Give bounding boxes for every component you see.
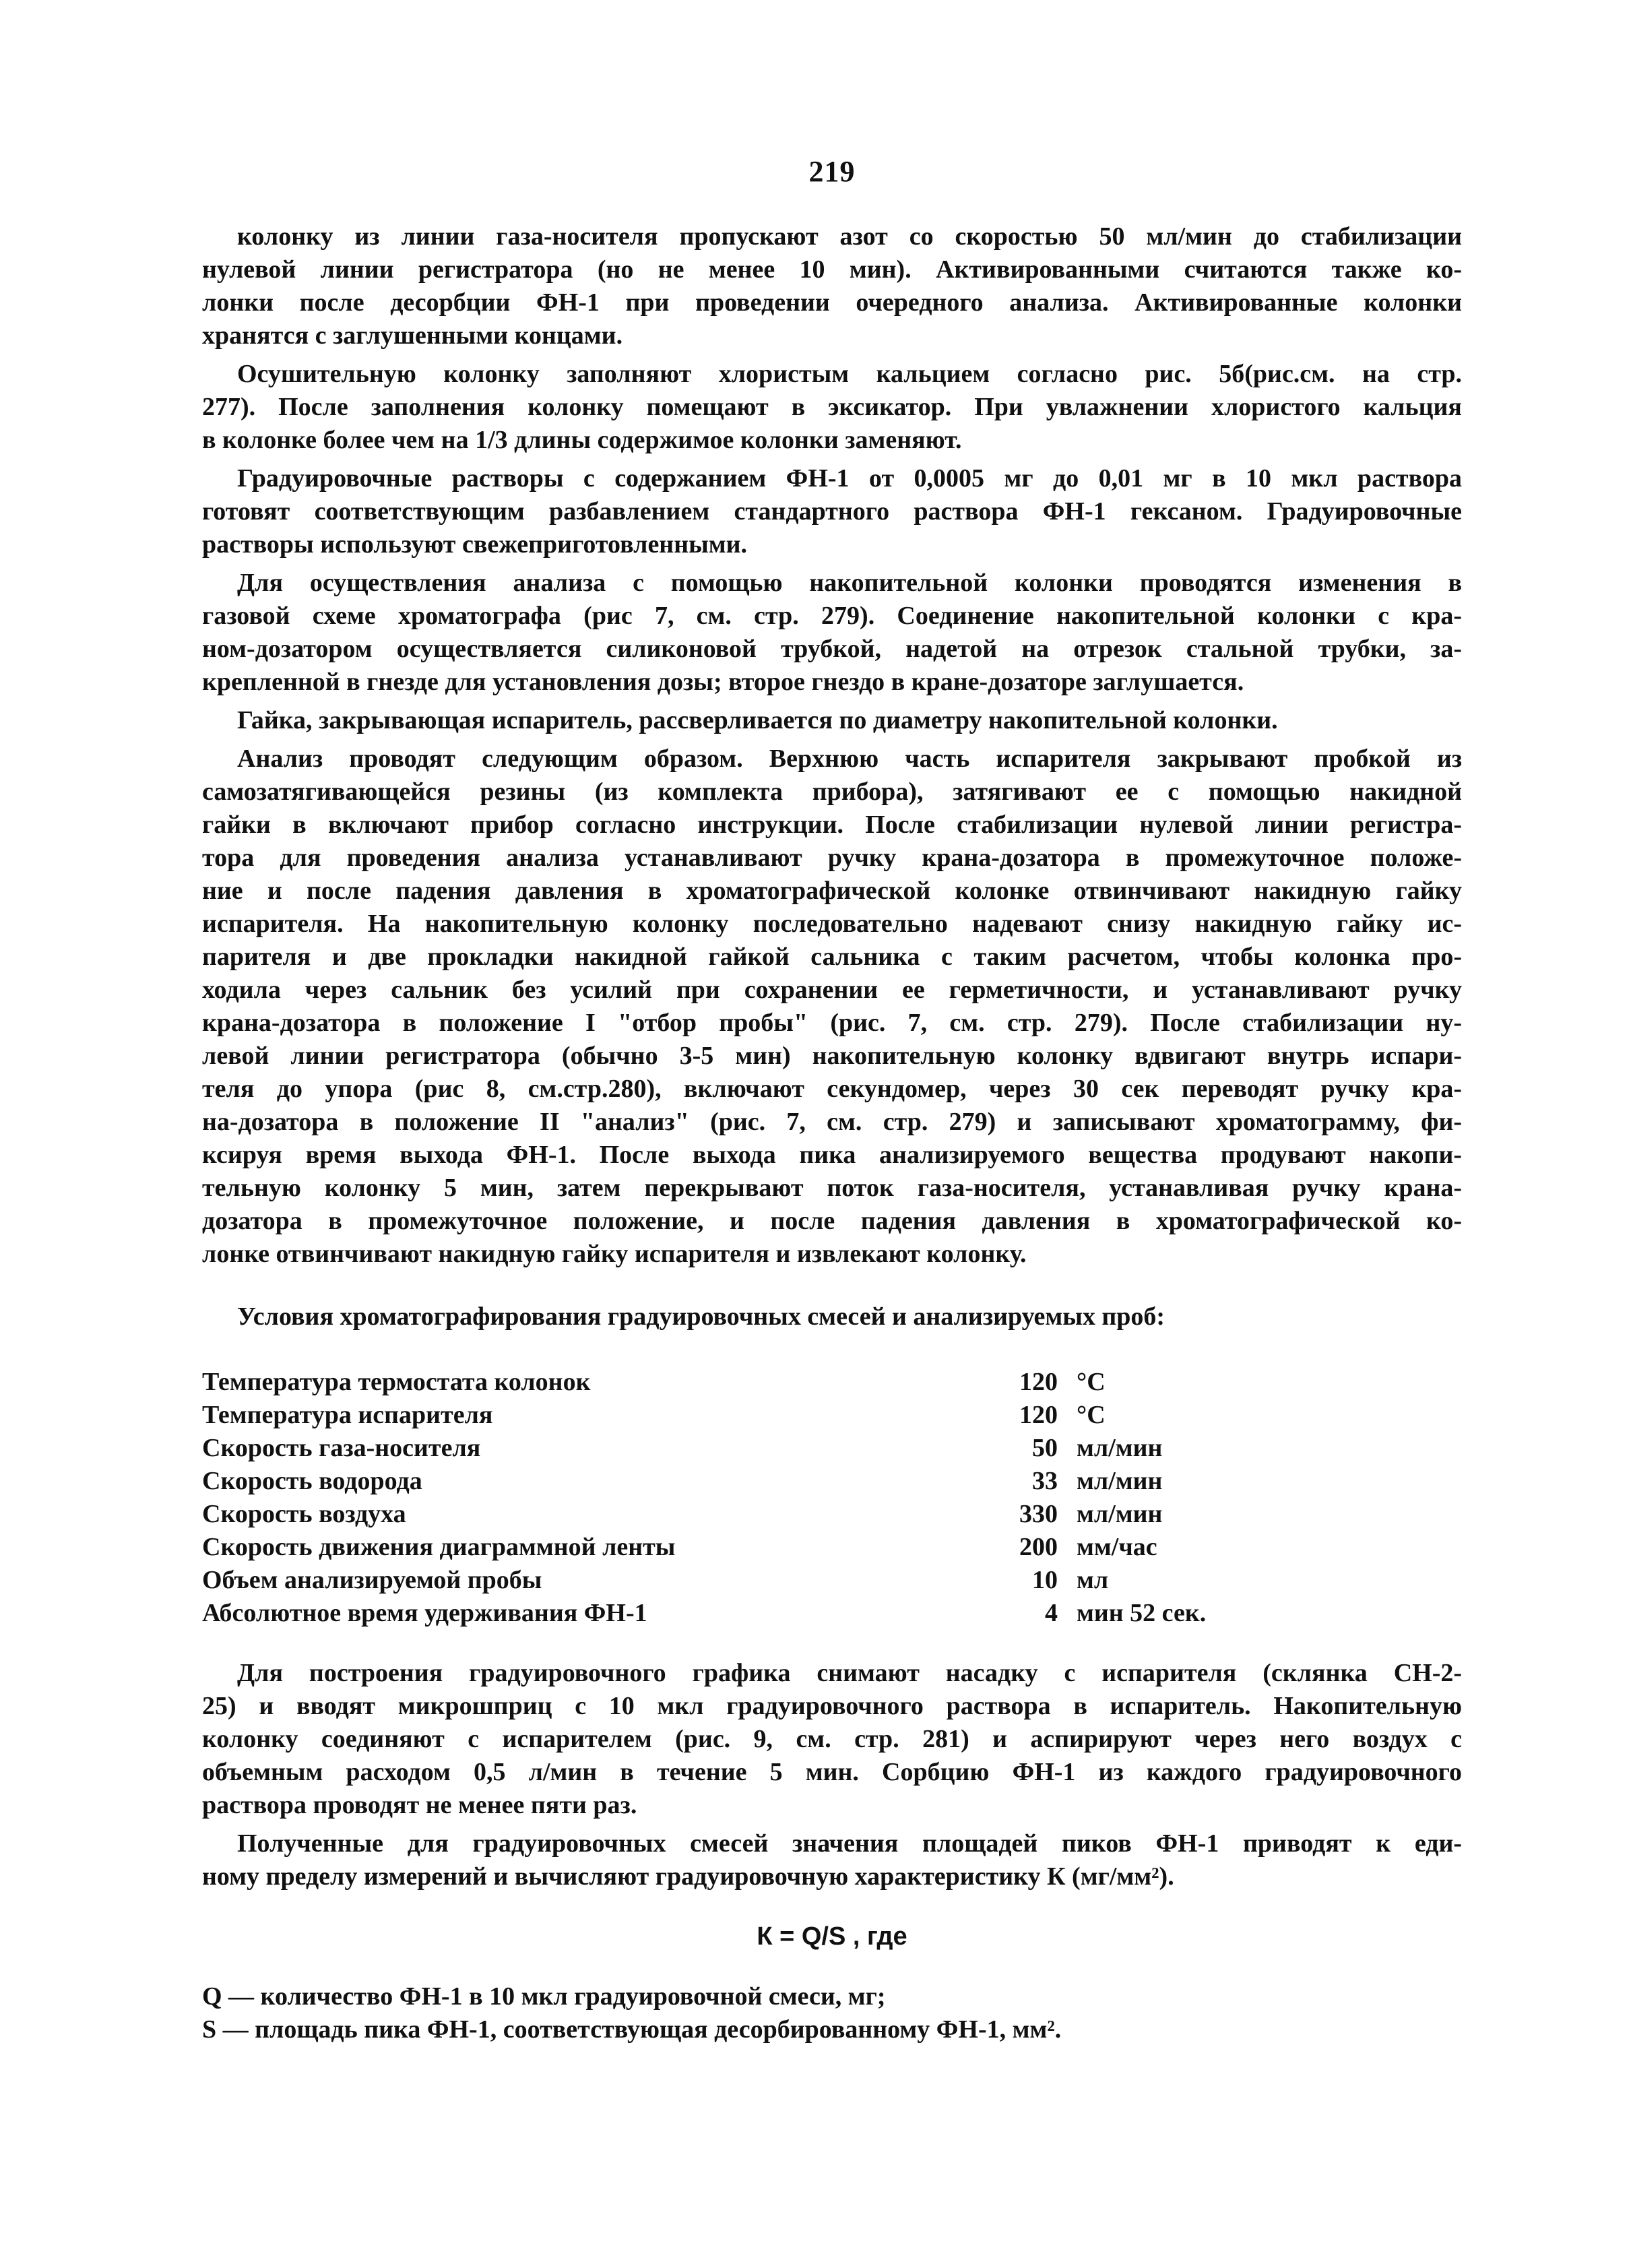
condition-unit: мл — [1077, 1566, 1109, 1594]
text-line: лонки после десорбции ФН-1 при проведении очередного анализа. Активированные колонки — [202, 288, 1462, 317]
text-line: левой линии регистратора (обычно 3-5 мин) накопительную колонку вдвигают внутрь испари- — [202, 1042, 1462, 1070]
text-line: тора для проведения анализа устанавливают ручку крана-дозатора в промежуточное положе- — [202, 844, 1462, 872]
paragraph — [202, 704, 1462, 737]
condition-unit: мл/мин — [1077, 1500, 1163, 1528]
condition-row — [202, 1432, 1360, 1465]
paragraph — [202, 567, 1462, 699]
text-line: Гайка, закрывающая испаритель, рассверливается по диаметру накопительной колонки. — [237, 706, 1278, 734]
condition-value: 200 — [1019, 1533, 1058, 1561]
text-line: лонке отвинчивают накидную гайку испарителя и извлекают колонку. — [202, 1240, 1027, 1268]
condition-unit: мл/мин — [1077, 1467, 1163, 1495]
condition-label: Скорость движения диаграммной ленты — [202, 1533, 676, 1561]
text-line: самозатягивающейся резины (из комплекта прибора), затягивают ее с помощью накидной — [202, 778, 1462, 806]
body-text-before — [202, 220, 1462, 1271]
text-line: растворы используют свежеприготовленными. — [202, 530, 748, 559]
text-line: Для построения градуировочного графика снимают насадку с испарителя (склянка СН-2- — [237, 1659, 1462, 1687]
paragraph — [202, 462, 1462, 561]
condition-value: 33 — [1032, 1467, 1058, 1495]
conditions-title: Условия хроматографирования градуировочных смесей и анализируемых проб: — [237, 1302, 1165, 1331]
page-number: 219 — [808, 155, 856, 188]
condition-row — [202, 1564, 1360, 1597]
condition-value: 50 — [1032, 1434, 1058, 1462]
text-line: ном-дозатором осуществляется силиконовой трубкой, надетой на отрезок стальной трубки, за- — [202, 635, 1462, 663]
definition-line: S — площадь пика ФН-1, соответствующая десорбированному ФН-1, мм². — [202, 2015, 1062, 2044]
text-line: раствора проводят не менее пяти раз. — [202, 1791, 637, 1819]
paragraph — [202, 1657, 1462, 1822]
body-text-after — [202, 1657, 1462, 1893]
condition-row — [202, 1366, 1360, 1399]
condition-row — [202, 1498, 1360, 1531]
text-line: в колонке более чем на 1/3 длины содержимое колонки заменяют. — [202, 426, 962, 454]
definitions-list — [202, 1980, 1462, 2046]
condition-label: Скорость водорода — [202, 1467, 422, 1495]
condition-value: 4 — [1045, 1599, 1058, 1627]
text-line: парителя и две прокладки накидной гайкой сальника с таким расчетом, чтобы колонка про- — [202, 943, 1462, 971]
text-line: крана-дозатора в положение I "отбор пробы" (рис. 7, см. стр. 279). После стабилизации ну- — [202, 1009, 1462, 1037]
paragraph — [202, 743, 1462, 1271]
text-line: 25) и вводят микрошприц с 10 мкл градуировочного раствора в испаритель. Накопительную — [202, 1692, 1462, 1720]
definition-line: Q — количество ФН-1 в 10 мкл градуировочной смеси, мг; — [202, 1982, 886, 2011]
condition-unit: мм/час — [1077, 1533, 1157, 1561]
text-line: гайки в включают прибор согласно инструкции. После стабилизации нулевой линии регистра- — [202, 811, 1462, 839]
text-line: газовой схеме хроматографа (рис 7, см. стр. 279). Соединение накопительной колонки с кра- — [202, 602, 1462, 630]
text-line: тельную колонку 5 мин, затем перекрывают поток газа-носителя, устанавливая ручку крана- — [202, 1174, 1462, 1202]
text-line: Анализ проводят следующим образом. Верхнюю часть испарителя закрывают пробкой из — [237, 745, 1462, 773]
text-line: колонку соединяют с испарителем (рис. 9, см. стр. 281) и аспирируют через него воздух с — [202, 1725, 1462, 1753]
text-line: Для осуществления анализа с помощью накопительной колонки проводятся изменения в — [237, 569, 1462, 597]
condition-label: Абсолютное время удерживания ФН-1 — [202, 1599, 647, 1627]
condition-unit: мин 52 сек. — [1077, 1599, 1207, 1627]
text-line: дозатора в промежуточное положение, и после падения давления в хроматографической ко- — [202, 1207, 1462, 1235]
text-line: готовят соответствующим разбавлением стандартного раствора ФН-1 гексаном. Градуировочные — [202, 497, 1462, 526]
text-line: ходила через сальник без усилий при сохранении ее герметичности, и устанавливают ручку — [202, 976, 1462, 1004]
text-line: 277). После заполнения колонку помещают в эксикатор. При увлажнении хлористого кальция — [202, 393, 1462, 421]
condition-label: Скорость воздуха — [202, 1500, 406, 1528]
text-line: ному пределу измерений и вычисляют градуировочную характеристику К (мг/мм²). — [202, 1862, 1174, 1891]
condition-row — [202, 1597, 1360, 1630]
condition-unit: °С — [1077, 1368, 1106, 1396]
condition-value: 120 — [1019, 1368, 1058, 1396]
text-line: испарителя. На накопительную колонку последовательно надевают снизу накидную гайку ис- — [202, 910, 1462, 938]
condition-row — [202, 1531, 1360, 1564]
paragraph — [202, 1827, 1462, 1893]
text-line: хранятся с заглушенными концами. — [202, 321, 623, 350]
text-line: теля до упора (рис 8, см.стр.280), включают секундомер, через 30 сек переводят ручку кра- — [202, 1075, 1462, 1103]
condition-unit: °С — [1077, 1401, 1106, 1429]
text-line: крепленной в гнезде для установления дозы; второе гнездо в кране-дозаторе заглушается. — [202, 668, 1244, 696]
document-page — [202, 155, 1462, 2046]
text-line: ние и после падения давления в хроматографической колонке отвинчивают накидную гайку — [202, 877, 1462, 905]
text-line: Градуировочные растворы с содержанием ФН-1 от 0,0005 мг до 0,01 мг в 10 мкл раствора — [237, 464, 1462, 493]
condition-value: 10 — [1032, 1566, 1058, 1594]
condition-value: 120 — [1019, 1401, 1058, 1429]
text-line: на-дозатора в положение II "анализ" (рис. 7, см. стр. 279) и записывают хроматограмму, фи- — [202, 1108, 1462, 1136]
condition-label: Скорость газа-носителя — [202, 1434, 481, 1462]
text-line: ксируя время выхода ФН-1. После выхода пика анализируемого вещества продувают накопи- — [202, 1141, 1462, 1169]
condition-label: Температура термостата колонок — [202, 1368, 591, 1396]
condition-row — [202, 1465, 1360, 1498]
condition-unit: мл/мин — [1077, 1434, 1163, 1462]
text-line: нулевой линии регистратора (но не менее 10 мин). Активированными считаются также ко- — [202, 255, 1462, 284]
condition-row — [202, 1399, 1360, 1432]
text-line: Осушительную колонку заполняют хлористым кальцием согласно рис. 5б(рис.см. на стр. — [237, 360, 1462, 388]
condition-label: Температура испарителя — [202, 1401, 493, 1429]
condition-value: 330 — [1019, 1500, 1058, 1528]
conditions-table — [202, 1366, 1360, 1630]
formula: К = Q/S , где — [757, 1922, 907, 1951]
text-line: колонку из линии газа-носителя пропускают азот со скоростью 50 мл/мин до стабилизации — [237, 222, 1462, 251]
text-line: Полученные для градуировочных смесей значения площадей пиков ФН-1 приводят к еди- — [237, 1829, 1462, 1858]
condition-label: Объем анализируемой пробы — [202, 1566, 542, 1594]
text-line: объемным расходом 0,5 л/мин в течение 5 мин. Сорбцию ФН-1 из каждого градуировочного — [202, 1758, 1462, 1786]
paragraph — [202, 358, 1462, 457]
paragraph — [202, 220, 1462, 352]
